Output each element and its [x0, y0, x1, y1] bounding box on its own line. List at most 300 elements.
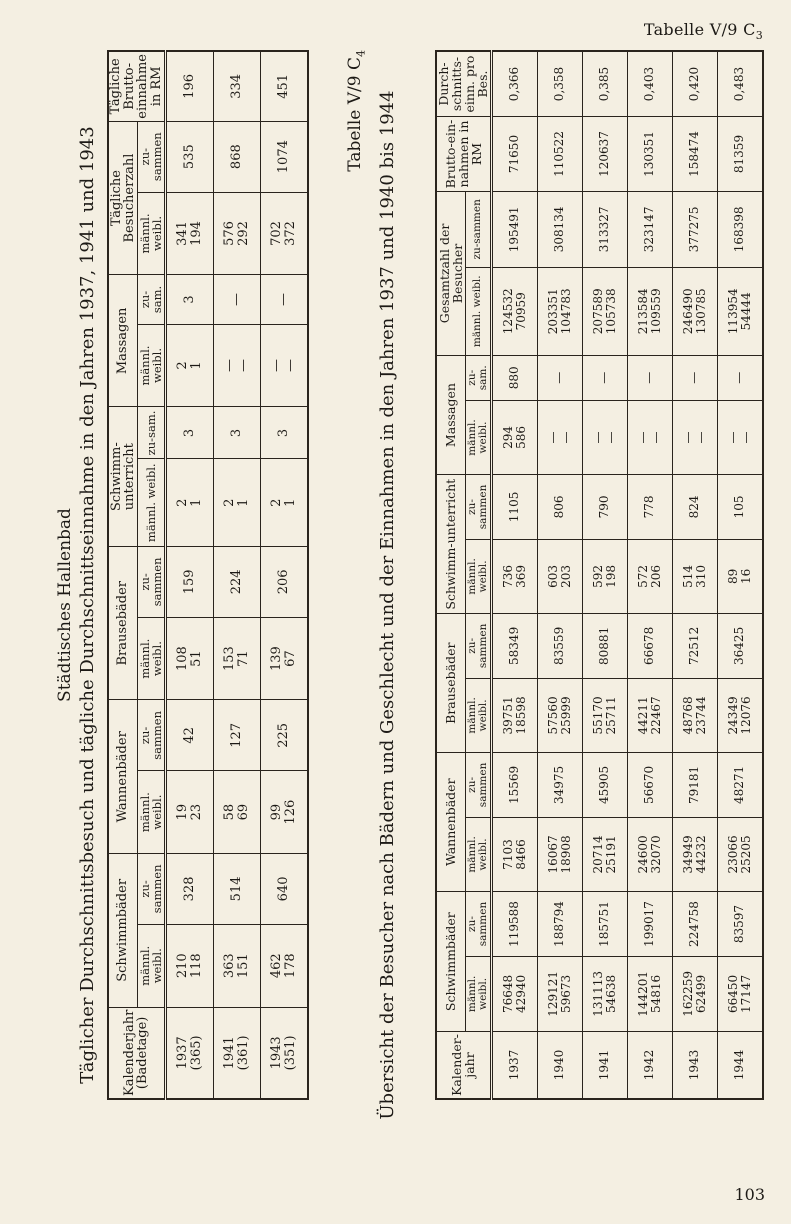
table-row: [213, 51, 260, 1099]
brause-total-cell: 58349: [491, 614, 537, 678]
table2-subheader-zus: zu-sam.: [465, 355, 491, 400]
gesamt-total-cell: 313327: [582, 192, 627, 268]
gesamt-mw-cell-male: 203351: [545, 288, 560, 335]
schwimm-total-cell: 224758: [672, 892, 717, 957]
durchschnitt-cell: 0,403: [627, 51, 672, 117]
massagen-total-cell: —: [260, 275, 308, 324]
massagen-mw-cell-male: 2: [174, 361, 190, 370]
gesamt-mw-cell-female: 54444: [738, 292, 753, 331]
gesamt-mw-cell: [627, 267, 672, 355]
massagen-mw-cell: [717, 400, 763, 475]
table2-subheader-mw: männl. weibl.: [465, 539, 491, 614]
brause-mw-cell-male: 139: [268, 646, 284, 672]
brause-mw-cell-male: 57560: [545, 696, 560, 735]
brause-total-cell: 80881: [582, 614, 627, 678]
brause-mw-cell: [165, 617, 213, 700]
unterricht-mw-cell-female: 310: [693, 564, 708, 588]
massagen-mw-cell-male: —: [590, 431, 605, 444]
brause-mw-cell: [260, 617, 308, 700]
table1-subheader-mw: männl. weibl.: [138, 771, 165, 854]
brause-mw-cell-male: 153: [221, 646, 237, 672]
brause-mw-cell-female: 25711: [603, 696, 618, 735]
year-value: 1943: [268, 1036, 284, 1070]
table2-subheader-zus: zu-sammen: [465, 475, 491, 539]
massagen-mw-cell-male: 294: [500, 426, 515, 449]
schwimm-mw-cell-female: 42940: [513, 974, 528, 1013]
unterricht-mw-cell: [491, 539, 537, 614]
table2-subheader-zus: zu-sammen: [465, 614, 491, 678]
massagen-mw-cell-female: —: [693, 431, 708, 444]
table1-subheader-mw: männl. weibl.: [138, 324, 165, 407]
gesamt-mw-cell-male: 213584: [635, 288, 650, 335]
wannen-mw-cell: [672, 817, 717, 892]
brutto-cell: 120637: [582, 117, 627, 192]
unterricht-mw-cell: [717, 539, 763, 614]
massagen-total-cell: 3: [165, 275, 213, 324]
schwimm-mw-cell-female: 54816: [648, 974, 663, 1013]
table-row: [582, 51, 627, 1099]
wannen-mw-cell-female: 69: [235, 803, 251, 821]
table2-header-group: Wannenbäder: [436, 753, 465, 892]
unterricht-total-cell: 105: [717, 475, 763, 539]
wannen-mw-cell: [717, 817, 763, 892]
unterricht-total-cell: 778: [627, 475, 672, 539]
unterricht-mw-cell-female: 1: [282, 498, 298, 507]
table1-reference-text: Tabelle V/9 C: [345, 57, 365, 172]
massagen-mw-cell: [582, 400, 627, 475]
unterricht-mw-cell-male: 2: [268, 498, 284, 507]
unterricht-total-cell: 3: [260, 407, 308, 459]
besucher-mw-cell-female: 194: [188, 221, 204, 246]
unterricht-mw-cell: [213, 459, 260, 547]
wannen-mw-cell-male: 23066: [725, 835, 740, 874]
schwimm-mw-cell-female: 54638: [603, 974, 618, 1013]
massagen-mw-cell-male: —: [635, 431, 650, 444]
brause-mw-cell-male: 55170: [590, 696, 605, 735]
massagen-mw-cell-male: —: [680, 431, 695, 444]
durchschnitt-cell: 0,385: [582, 51, 627, 117]
table1-header-year: Kalenderjahr (Badetage): [108, 1007, 165, 1099]
gesamt-mw-cell-male: 124532: [500, 288, 515, 335]
table-reference-sub: 3: [755, 29, 763, 43]
table1-subheader-mw: männl. weibl.: [138, 617, 165, 700]
brause-total-cell: 83559: [537, 614, 582, 678]
brutto-cell: 158474: [672, 117, 717, 192]
year-cell: [260, 1007, 308, 1099]
massagen-mw-cell-female: 1: [188, 361, 204, 370]
table2-header-group: Gesamtzahl der Besucher: [436, 192, 465, 356]
schwimm-total-cell: 83597: [717, 892, 763, 957]
massagen-mw-cell-female: —: [235, 359, 251, 372]
year-cell: 1943: [672, 1032, 717, 1100]
wannen-mw-cell-male: 24600: [635, 835, 650, 874]
besucher-mw-cell-male: 576: [221, 221, 237, 246]
durchschnitt-cell: 0,366: [491, 51, 537, 117]
unterricht-mw-cell-male: 2: [174, 498, 190, 507]
wannen-mw-cell-female: 25205: [738, 835, 753, 874]
schwimm-mw-cell: [165, 924, 213, 1007]
gesamt-mw-cell: [672, 267, 717, 355]
schwimm-mw-cell-male: 363: [221, 953, 237, 979]
brutto-cell: 81359: [717, 117, 763, 192]
brause-total-cell: 224: [213, 547, 260, 618]
massagen-mw-cell-male: —: [545, 431, 560, 444]
year-cell: 1937: [491, 1032, 537, 1100]
table2-subheader-mw: männl. weibl.: [465, 267, 491, 355]
brause-mw-cell: [537, 678, 582, 753]
unterricht-mw-cell-female: 198: [603, 564, 618, 588]
gesamt-total-cell: 377275: [672, 192, 717, 268]
wannen-mw-cell: [627, 817, 672, 892]
table2-header-group: Massagen: [436, 355, 465, 474]
massagen-mw-cell-female: —: [738, 431, 753, 444]
schwimm-mw-cell: [213, 924, 260, 1007]
unterricht-total-cell: 824: [672, 475, 717, 539]
gesamt-mw-cell-male: 113954: [725, 288, 740, 335]
brause-mw-cell: [582, 678, 627, 753]
table2-header-group: Schwimm-unterricht: [436, 475, 465, 614]
wannen-total-cell: 225: [260, 700, 308, 771]
brause-total-cell: 206: [260, 547, 308, 618]
brause-mw-cell: [491, 678, 537, 753]
unterricht-mw-cell: [165, 459, 213, 547]
massagen-mw-cell: [537, 400, 582, 475]
gesamt-total-cell: 168398: [717, 192, 763, 268]
table1-header-group: Wannenbäder: [108, 700, 138, 854]
table1-subheader-zus: zu-sammen: [138, 121, 165, 192]
unterricht-mw-cell: [582, 539, 627, 614]
besucher-total-cell: 535: [165, 121, 213, 192]
table2-subheader-mw: männl. weibl.: [465, 400, 491, 475]
unterricht-mw-cell-female: 1: [235, 498, 251, 507]
wannen-mw-cell-male: 58: [221, 803, 237, 821]
schwimm-total-cell: 640: [260, 854, 308, 925]
unterricht-mw-cell-female: 16: [738, 568, 753, 585]
table1-subheader-zus: zu-sammen: [138, 700, 165, 771]
year-cell: [165, 1007, 213, 1099]
table1-subheader-zus: zu-sam.: [138, 407, 165, 459]
gesamt-total-cell: 308134: [537, 192, 582, 268]
badetage-value: (365): [188, 1035, 204, 1071]
brause-mw-cell-female: 67: [282, 650, 298, 667]
wannen-total-cell: 79181: [672, 753, 717, 817]
table2-subheader-mw: männl. weibl.: [465, 956, 491, 1031]
unterricht-mw-cell-male: 2: [221, 498, 237, 507]
besucher-mw-cell: [260, 192, 308, 275]
brause-mw-cell-female: 23744: [693, 696, 708, 735]
table2-subheader-mw: männl. weibl.: [465, 678, 491, 753]
badetage-value: (361): [235, 1035, 251, 1071]
brutto-cell: 451: [260, 51, 308, 121]
wannen-mw-cell-male: 20714: [590, 835, 605, 874]
besucher-mw-cell: [165, 192, 213, 275]
table1-header-group: Massagen: [108, 275, 138, 407]
unterricht-mw-cell: [627, 539, 672, 614]
brause-mw-cell-male: 24349: [725, 696, 740, 735]
table2-header-durchschnitt: Durch-schnitts-einn. pro Bes.: [436, 51, 491, 117]
table1-header-brutto: Tägliche Brutto-einnahme in RM: [108, 51, 165, 121]
durchschnitt-cell: 0,358: [537, 51, 582, 117]
schwimm-mw-cell-female: 17147: [738, 974, 753, 1013]
massagen-mw-cell-male: —: [268, 359, 284, 372]
massagen-mw-cell-female: —: [648, 431, 663, 444]
schwimm-mw-cell: [672, 956, 717, 1031]
table2-subheader-mw: männl. weibl.: [465, 817, 491, 892]
massagen-mw-cell-male: —: [725, 431, 740, 444]
schwimm-total-cell: 328: [165, 854, 213, 925]
schwimm-mw-cell: [717, 956, 763, 1031]
massagen-total-cell: —: [717, 355, 763, 400]
wannen-mw-cell-female: 18908: [558, 835, 573, 874]
brause-mw-cell: [213, 617, 260, 700]
schwimm-mw-cell-female: 118: [188, 953, 204, 979]
brause-mw-cell-female: 25999: [558, 696, 573, 735]
brutto-cell: 110522: [537, 117, 582, 192]
unterricht-mw-cell-male: 603: [545, 564, 560, 588]
year-cell: 1942: [627, 1032, 672, 1100]
table2-body: [491, 51, 763, 1099]
table1-header-group: Tägliche Besucherzahl: [108, 121, 138, 275]
table-reference-text: Tabelle V/9 C: [643, 20, 756, 39]
massagen-total-cell: —: [213, 275, 260, 324]
brause-mw-cell-female: 18598: [513, 696, 528, 735]
brause-mw-cell-female: 51: [188, 650, 204, 667]
wannen-total-cell: 34975: [537, 753, 582, 817]
institution-title: Städtisches Hallenbad: [55, 508, 75, 702]
unterricht-mw-cell: [537, 539, 582, 614]
brause-mw-cell-male: 108: [174, 646, 190, 672]
brutto-cell: 334: [213, 51, 260, 121]
table2: [435, 50, 764, 1100]
brutto-cell: 130351: [627, 117, 672, 192]
table1-subheader-zus: zu-sam.: [138, 275, 165, 324]
wannen-mw-cell-female: 25191: [603, 835, 618, 874]
table-row: [491, 51, 537, 1099]
wannen-total-cell: 56670: [627, 753, 672, 817]
brause-mw-cell-female: 71: [235, 650, 251, 667]
unterricht-total-cell: 3: [213, 407, 260, 459]
massagen-total-cell: —: [537, 355, 582, 400]
massagen-mw-cell: [260, 324, 308, 407]
massagen-mw-cell: [213, 324, 260, 407]
brause-mw-cell-female: 22467: [648, 696, 663, 735]
schwimm-mw-cell: [260, 924, 308, 1007]
schwimm-mw-cell: [491, 956, 537, 1031]
table2-header-group: Schwimmbäder: [436, 892, 465, 1032]
schwimm-mw-cell-male: 210: [174, 953, 190, 979]
gesamt-mw-cell: [491, 267, 537, 355]
year-cell: 1941: [582, 1032, 627, 1100]
unterricht-total-cell: 1105: [491, 475, 537, 539]
besucher-total-cell: 868: [213, 121, 260, 192]
gesamt-mw-cell-female: 70959: [513, 292, 528, 331]
schwimm-total-cell: 514: [213, 854, 260, 925]
gesamt-mw-cell: [582, 267, 627, 355]
table1-subheader-mw: männl. weibl.: [138, 192, 165, 275]
wannen-mw-cell: [582, 817, 627, 892]
besucher-mw-cell-male: 702: [268, 221, 284, 246]
massagen-mw-cell-female: —: [282, 359, 298, 372]
besucher-mw-cell-male: 341: [174, 221, 190, 246]
schwimm-mw-cell-male: 162259: [680, 970, 695, 1017]
table1-subheader-mw: männl. weibl.: [138, 459, 165, 547]
table2-header-brutto: Brutto-ein-nahmen in RM: [436, 117, 491, 192]
massagen-mw-cell-female: 586: [513, 426, 528, 449]
massagen-mw-cell-female: —: [558, 431, 573, 444]
gesamt-mw-cell: [537, 267, 582, 355]
wannen-mw-cell: [213, 771, 260, 854]
table1-title: Täglicher Durchschnittsbesuch und tägliche Durchschnittseinnahme in den Jahren 1937, 1941 und 1943: [77, 126, 98, 1084]
unterricht-mw-cell-male: 736: [500, 564, 515, 588]
massagen-mw-cell-female: —: [603, 431, 618, 444]
badetage-value: (351): [282, 1035, 298, 1071]
wannen-mw-cell: [165, 771, 213, 854]
schwimm-mw-cell: [627, 956, 672, 1031]
wannen-mw-cell-male: 7103: [500, 839, 515, 870]
table2-title: Übersicht der Besucher nach Bädern und Geschlecht und der Einnahmen in den Jahren 1937 und 1940 bis 1944: [377, 90, 398, 1120]
wannen-mw-cell-male: 19: [174, 803, 190, 821]
brause-total-cell: 36425: [717, 614, 763, 678]
unterricht-total-cell: 3: [165, 407, 213, 459]
schwimm-mw-cell-female: 151: [235, 953, 251, 979]
wannen-total-cell: 45905: [582, 753, 627, 817]
besucher-mw-cell-female: 372: [282, 221, 298, 246]
brutto-cell: 71650: [491, 117, 537, 192]
gesamt-total-cell: 323147: [627, 192, 672, 268]
schwimm-mw-cell-female: 62499: [693, 974, 708, 1013]
wannen-mw-cell-female: 23: [188, 803, 204, 821]
unterricht-mw-cell: [260, 459, 308, 547]
wannen-total-cell: 15569: [491, 753, 537, 817]
gesamt-mw-cell-female: 104783: [558, 288, 573, 335]
massagen-mw-cell: [627, 400, 672, 475]
brause-mw-cell: [717, 678, 763, 753]
schwimm-total-cell: 199017: [627, 892, 672, 957]
wannen-mw-cell: [491, 817, 537, 892]
unterricht-mw-cell-male: 592: [590, 564, 605, 588]
schwimm-mw-cell-male: 131113: [590, 970, 605, 1017]
schwimm-mw-cell-male: 76648: [500, 974, 515, 1013]
besucher-total-cell: 1074: [260, 121, 308, 192]
unterricht-mw-cell-male: 89: [725, 568, 740, 585]
brause-mw-cell: [627, 678, 672, 753]
table-row: [260, 51, 308, 1099]
brutto-cell: 196: [165, 51, 213, 121]
schwimm-total-cell: 185751: [582, 892, 627, 957]
unterricht-total-cell: 790: [582, 475, 627, 539]
unterricht-total-cell: 806: [537, 475, 582, 539]
schwimm-mw-cell-male: 129121: [545, 970, 560, 1017]
year-cell: 1940: [537, 1032, 582, 1100]
table-reference: [644, 20, 763, 42]
wannen-mw-cell-female: 126: [282, 799, 298, 825]
besucher-mw-cell-female: 292: [235, 221, 251, 246]
table2-header-group: Brausebäder: [436, 614, 465, 753]
schwimm-total-cell: 188794: [537, 892, 582, 957]
gesamt-mw-cell-female: 130785: [693, 288, 708, 335]
wannen-mw-cell: [537, 817, 582, 892]
durchschnitt-cell: 0,483: [717, 51, 763, 117]
brause-total-cell: 66678: [627, 614, 672, 678]
gesamt-mw-cell-male: 246490: [680, 288, 695, 335]
table1-header-group: Schwimmbäder: [108, 854, 138, 1008]
schwimm-mw-cell-female: 59673: [558, 974, 573, 1013]
durchschnitt-cell: 0,420: [672, 51, 717, 117]
brause-mw-cell-male: 48768: [680, 696, 695, 735]
year-cell: [213, 1007, 260, 1099]
schwimm-mw-cell: [537, 956, 582, 1031]
unterricht-mw-cell-male: 514: [680, 564, 695, 588]
brause-total-cell: 159: [165, 547, 213, 618]
table2-header-year: Kalender-jahr: [436, 1032, 491, 1100]
unterricht-mw-cell-female: 203: [558, 564, 573, 588]
table1-subheader-mw: männl. weibl.: [138, 924, 165, 1007]
massagen-mw-cell: [165, 324, 213, 407]
schwimm-mw-cell-female: 178: [282, 953, 298, 979]
brause-mw-cell-male: 39751: [500, 696, 515, 735]
besucher-mw-cell: [213, 192, 260, 275]
brause-total-cell: 72512: [672, 614, 717, 678]
table1: [107, 50, 309, 1100]
unterricht-mw-cell-male: 572: [635, 564, 650, 588]
wannen-total-cell: 42: [165, 700, 213, 771]
gesamt-mw-cell: [717, 267, 763, 355]
gesamt-mw-cell-female: 109559: [648, 288, 663, 335]
unterricht-mw-cell-female: 1: [188, 498, 204, 507]
table1-reference-sub: 4: [354, 50, 368, 57]
table-row: [717, 51, 763, 1099]
wannen-mw-cell-female: 44232: [693, 835, 708, 874]
massagen-total-cell: —: [672, 355, 717, 400]
massagen-mw-cell: [491, 400, 537, 475]
year-value: 1941: [221, 1036, 237, 1070]
table1-subheader-zus: zu-sammen: [138, 854, 165, 925]
table1-header-group: Schwimm-unterricht: [108, 407, 138, 547]
table-row: [627, 51, 672, 1099]
unterricht-mw-cell: [672, 539, 717, 614]
gesamt-total-cell: 195491: [491, 192, 537, 268]
massagen-mw-cell: [672, 400, 717, 475]
brause-mw-cell-male: 44211: [635, 696, 650, 735]
gesamt-mw-cell-female: 105738: [603, 288, 618, 335]
brause-mw-cell: [672, 678, 717, 753]
schwimm-total-cell: 119588: [491, 892, 537, 957]
table-row: [537, 51, 582, 1099]
page-number: 103: [734, 1185, 765, 1204]
brause-mw-cell-female: 12076: [738, 696, 753, 735]
wannen-mw-cell-male: 34949: [680, 835, 695, 874]
table1-header-group: Brausebäder: [108, 547, 138, 701]
table1-body: [165, 51, 308, 1099]
massagen-total-cell: —: [582, 355, 627, 400]
schwimm-mw-cell: [582, 956, 627, 1031]
wannen-mw-cell-male: 16067: [545, 835, 560, 874]
massagen-total-cell: 880: [491, 355, 537, 400]
wannen-mw-cell-female: 8466: [513, 839, 528, 870]
gesamt-mw-cell-male: 207589: [590, 288, 605, 335]
year-cell: 1944: [717, 1032, 763, 1100]
massagen-total-cell: —: [627, 355, 672, 400]
year-value: 1937: [174, 1036, 190, 1070]
table1-subheader-zus: zu-sammen: [138, 547, 165, 618]
table-row: [672, 51, 717, 1099]
schwimm-mw-cell-male: 66450: [725, 974, 740, 1013]
massagen-mw-cell-male: —: [221, 359, 237, 372]
wannen-mw-cell: [260, 771, 308, 854]
rotated-content: [55, 50, 753, 1160]
table-row: [165, 51, 213, 1099]
wannen-mw-cell-male: 99: [268, 803, 284, 821]
